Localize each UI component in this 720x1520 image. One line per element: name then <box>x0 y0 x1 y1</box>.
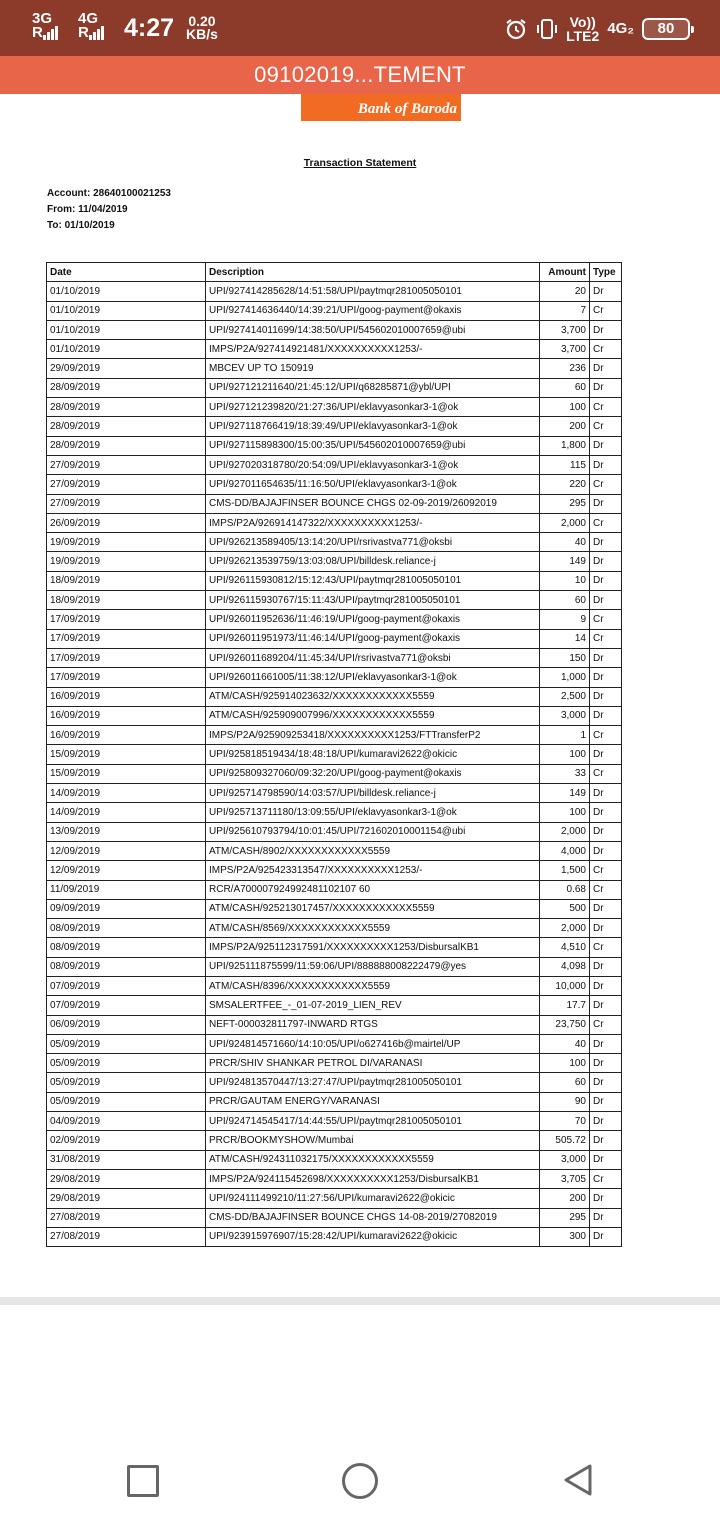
table-row <box>47 784 622 803</box>
cell-description: PRCR/SHIV SHANKAR PETROL DI/VARANASI <box>206 1054 540 1073</box>
signal-sim2 <box>78 12 105 40</box>
cell-type: Cr <box>590 880 622 899</box>
table-row <box>47 1169 622 1188</box>
cell-type: Dr <box>590 1131 622 1150</box>
table-row <box>47 282 622 301</box>
clock: 4:27 <box>124 14 175 42</box>
cell-amount: 10 <box>540 571 590 590</box>
cell-type: Dr <box>590 320 622 339</box>
cell-date: 12/09/2019 <box>47 841 206 860</box>
navigation-bar <box>0 1430 720 1520</box>
cell-amount: 100 <box>540 398 590 417</box>
cell-type: Dr <box>590 648 622 667</box>
cell-amount: 115 <box>540 455 590 474</box>
cell-description: IMPS/P2A/927414921481/XXXXXXXXXX1253/- <box>206 340 540 359</box>
table-row <box>47 726 622 745</box>
alarm-icon <box>504 17 528 41</box>
table-row <box>47 610 622 629</box>
cell-description: UPI/925714798590/14:03:57/UPI/billdesk.reliance-j <box>206 784 540 803</box>
table-row <box>47 1092 622 1111</box>
table-row <box>47 533 622 552</box>
cell-type: Cr <box>590 398 622 417</box>
cell-description: IMPS/P2A/925909253418/XXXXXXXXXX1253/FTTransferP2 <box>206 726 540 745</box>
table-row <box>47 398 622 417</box>
status-icons <box>504 14 690 44</box>
cell-description: UPI/924814571660/14:10:05/UPI/o627416b@mairtel/UP <box>206 1034 540 1053</box>
cell-type: Cr <box>590 1169 622 1188</box>
cell-type: Dr <box>590 1112 622 1131</box>
table-row <box>47 706 622 725</box>
network-type-sim2: 4G <box>78 10 99 27</box>
volte-indicator <box>566 15 599 43</box>
table-row <box>47 1054 622 1073</box>
network-speed <box>186 15 218 41</box>
table-row <box>47 591 622 610</box>
table-row <box>47 1015 622 1034</box>
cell-amount: 0.68 <box>540 880 590 899</box>
table-row <box>47 320 622 339</box>
cell-date: 31/08/2019 <box>47 1150 206 1169</box>
cell-amount: 2,000 <box>540 822 590 841</box>
cell-date: 01/10/2019 <box>47 320 206 339</box>
table-row <box>47 513 622 532</box>
cell-type: Dr <box>590 1227 622 1246</box>
cell-amount: 10,000 <box>540 976 590 995</box>
signal-sim1 <box>32 12 59 40</box>
cell-type: Dr <box>590 378 622 397</box>
column-header-date: Date <box>47 263 206 282</box>
cell-description: ATM/CASH/925914023632/XXXXXXXXXXXX5559 <box>206 687 540 706</box>
cell-amount: 3,000 <box>540 706 590 725</box>
cell-amount: 200 <box>540 417 590 436</box>
cell-type: Dr <box>590 803 622 822</box>
cell-date: 19/09/2019 <box>47 533 206 552</box>
cell-date: 19/09/2019 <box>47 552 206 571</box>
table-row <box>47 436 622 455</box>
network-speed-value: 0.20 <box>188 13 216 29</box>
cell-description: UPI/926011951973/11:46:14/UPI/goog-payment@okaxis <box>206 629 540 648</box>
cell-date: 27/09/2019 <box>47 475 206 494</box>
cell-amount: 100 <box>540 803 590 822</box>
cell-description: ATM/CASH/925909007996/XXXXXXXXXXXX5559 <box>206 706 540 725</box>
cell-date: 14/09/2019 <box>47 784 206 803</box>
cell-description: UPI/925713711180/13:09:55/UPI/eklavyasonkar3-1@ok <box>206 803 540 822</box>
page-divider <box>0 1297 720 1305</box>
table-row <box>47 687 622 706</box>
cell-type: Dr <box>590 784 622 803</box>
table-row <box>47 957 622 976</box>
cell-type: Dr <box>590 436 622 455</box>
table-row <box>47 494 622 513</box>
cell-type: Dr <box>590 996 622 1015</box>
cell-date: 28/09/2019 <box>47 398 206 417</box>
cell-amount: 150 <box>540 648 590 667</box>
cell-date: 15/09/2019 <box>47 745 206 764</box>
cell-date: 09/09/2019 <box>47 899 206 918</box>
cell-type: Dr <box>590 494 622 513</box>
cell-description: PRCR/BOOKMYSHOW/Mumbai <box>206 1131 540 1150</box>
cell-description: UPI/924813570447/13:27:47/UPI/paytmqr281005050101 <box>206 1073 540 1092</box>
transaction-table <box>46 262 622 1247</box>
cell-type: Dr <box>590 1073 622 1092</box>
cell-type: Dr <box>590 591 622 610</box>
network-4g-indicator: 4G₂ <box>607 20 634 37</box>
column-header-description: Description <box>206 263 540 282</box>
cell-date: 29/09/2019 <box>47 359 206 378</box>
table-row <box>47 899 622 918</box>
cell-type: Dr <box>590 533 622 552</box>
cell-amount: 1,800 <box>540 436 590 455</box>
cell-amount: 500 <box>540 899 590 918</box>
cell-description: NEFT-000032811797-INWARD RTGS <box>206 1015 540 1034</box>
cell-type: Cr <box>590 340 622 359</box>
cell-type: Dr <box>590 957 622 976</box>
cell-amount: 7 <box>540 301 590 320</box>
cell-type: Dr <box>590 1150 622 1169</box>
cell-description: UPI/927020318780/20:54:09/UPI/eklavyasonkar3-1@ok <box>206 455 540 474</box>
cell-amount: 23,750 <box>540 1015 590 1034</box>
cell-date: 17/09/2019 <box>47 629 206 648</box>
cell-description: MBCEV UP TO 150919 <box>206 359 540 378</box>
cell-date: 02/09/2019 <box>47 1131 206 1150</box>
table-row <box>47 822 622 841</box>
cell-date: 26/09/2019 <box>47 513 206 532</box>
cell-type: Dr <box>590 1208 622 1227</box>
volte-label: Vo)) <box>569 14 596 30</box>
table-row <box>47 1034 622 1053</box>
cell-type: Dr <box>590 359 622 378</box>
cell-type: Cr <box>590 417 622 436</box>
cell-description: ATM/CASH/924311032175/XXXXXXXXXXXX5559 <box>206 1150 540 1169</box>
cell-date: 05/09/2019 <box>47 1092 206 1111</box>
network-type-sim1: 3G <box>32 10 53 27</box>
cell-type: Dr <box>590 919 622 938</box>
table-row <box>47 1227 622 1246</box>
table-row <box>47 340 622 359</box>
cell-type: Dr <box>590 706 622 725</box>
table-row <box>47 1112 622 1131</box>
cell-amount: 3,700 <box>540 340 590 359</box>
cell-description: PRCR/GAUTAM ENERGY/VARANASI <box>206 1092 540 1111</box>
cell-amount: 236 <box>540 359 590 378</box>
cell-date: 08/09/2019 <box>47 938 206 957</box>
column-header-type: Type <box>590 263 622 282</box>
cell-date: 01/10/2019 <box>47 282 206 301</box>
recents-square-icon[interactable] <box>124 1462 160 1498</box>
cell-date: 16/09/2019 <box>47 687 206 706</box>
cell-date: 18/09/2019 <box>47 591 206 610</box>
cell-amount: 1 <box>540 726 590 745</box>
cell-type: Dr <box>590 1054 622 1073</box>
cell-type: Cr <box>590 301 622 320</box>
cell-amount: 505.72 <box>540 1131 590 1150</box>
cell-description: UPI/925111875599/11:59:06/UPI/888888008222479@yes <box>206 957 540 976</box>
cell-date: 05/09/2019 <box>47 1073 206 1092</box>
battery-icon: 80 <box>642 18 690 40</box>
cell-description: UPI/927011654635/11:16:50/UPI/eklavyasonkar3-1@ok <box>206 475 540 494</box>
cell-date: 15/09/2019 <box>47 764 206 783</box>
home-circle-icon[interactable] <box>341 1462 377 1498</box>
cell-amount: 100 <box>540 745 590 764</box>
cell-amount: 2,000 <box>540 513 590 532</box>
account-info <box>47 186 171 234</box>
cell-amount: 149 <box>540 784 590 803</box>
cell-amount: 4,000 <box>540 841 590 860</box>
table-row <box>47 668 622 687</box>
cell-amount: 200 <box>540 1189 590 1208</box>
table-row <box>47 1208 622 1227</box>
cell-amount: 300 <box>540 1227 590 1246</box>
cell-date: 12/09/2019 <box>47 861 206 880</box>
table-row <box>47 648 622 667</box>
cell-type: Dr <box>590 745 622 764</box>
cell-type: Dr <box>590 552 622 571</box>
cell-amount: 3,700 <box>540 320 590 339</box>
cell-type: Cr <box>590 610 622 629</box>
table-row <box>47 301 622 320</box>
cell-date: 13/09/2019 <box>47 822 206 841</box>
table-row <box>47 1131 622 1150</box>
cell-type: Dr <box>590 282 622 301</box>
table-row <box>47 938 622 957</box>
cell-date: 28/09/2019 <box>47 378 206 397</box>
cell-description: UPI/924714545417/14:44:55/UPI/paytmqr281005050101 <box>206 1112 540 1131</box>
cell-date: 07/09/2019 <box>47 976 206 995</box>
cell-date: 04/09/2019 <box>47 1112 206 1131</box>
cell-date: 05/09/2019 <box>47 1034 206 1053</box>
cell-description: UPI/927118766419/18:39:49/UPI/eklavyasonkar3-1@ok <box>206 417 540 436</box>
cell-date: 05/09/2019 <box>47 1054 206 1073</box>
cell-description: UPI/926011952636/11:46:19/UPI/goog-payment@okaxis <box>206 610 540 629</box>
table-row <box>47 359 622 378</box>
cell-date: 27/08/2019 <box>47 1227 206 1246</box>
cell-date: 14/09/2019 <box>47 803 206 822</box>
cell-amount: 40 <box>540 533 590 552</box>
network-speed-unit: KB/s <box>186 26 218 42</box>
cell-date: 16/09/2019 <box>47 706 206 725</box>
table-row <box>47 1073 622 1092</box>
cell-date: 17/09/2019 <box>47 668 206 687</box>
cell-date: 28/09/2019 <box>47 417 206 436</box>
cell-type: Dr <box>590 822 622 841</box>
cell-type: Dr <box>590 1189 622 1208</box>
cell-description: UPI/927115898300/15:00:35/UPI/545602010007659@ubi <box>206 436 540 455</box>
cell-amount: 295 <box>540 494 590 513</box>
cell-amount: 60 <box>540 1073 590 1092</box>
cell-description: UPI/926115930812/15:12:43/UPI/paytmqr281005050101 <box>206 571 540 590</box>
back-triangle-icon[interactable] <box>560 1462 596 1498</box>
cell-description: CMS-DD/BAJAJFINSER BOUNCE CHGS 14-08-2019/27082019 <box>206 1208 540 1227</box>
cell-date: 07/09/2019 <box>47 996 206 1015</box>
cell-date: 27/08/2019 <box>47 1208 206 1227</box>
cell-description: UPI/927121239820/21:27:36/UPI/eklavyasonkar3-1@ok <box>206 398 540 417</box>
cell-amount: 220 <box>540 475 590 494</box>
cell-amount: 1,500 <box>540 861 590 880</box>
cell-amount: 4,510 <box>540 938 590 957</box>
cell-date: 17/09/2019 <box>47 648 206 667</box>
cell-description: UPI/927121211640/21:45:12/UPI/q68285871@ybl/UPI <box>206 378 540 397</box>
cell-type: Dr <box>590 976 622 995</box>
table-header-row <box>47 263 622 282</box>
cell-type: Cr <box>590 764 622 783</box>
cell-amount: 295 <box>540 1208 590 1227</box>
cell-description: UPI/926011661005/11:38:12/UPI/eklavyasonkar3-1@ok <box>206 668 540 687</box>
cell-description: UPI/926213539759/13:03:08/UPI/billdesk.reliance-j <box>206 552 540 571</box>
cell-type: Dr <box>590 668 622 687</box>
cell-description: ATM/CASH/925213017457/XXXXXXXXXXXX5559 <box>206 899 540 918</box>
lte-label: LTE2 <box>566 28 600 44</box>
table-row <box>47 629 622 648</box>
cell-amount: 1,000 <box>540 668 590 687</box>
cell-amount: 17.7 <box>540 996 590 1015</box>
table-row <box>47 919 622 938</box>
table-row <box>47 455 622 474</box>
cell-description: IMPS/P2A/925423313547/XXXXXXXXXX1253/- <box>206 861 540 880</box>
cell-date: 18/09/2019 <box>47 571 206 590</box>
table-row <box>47 880 622 899</box>
table-row <box>47 996 622 1015</box>
status-bar <box>0 0 720 56</box>
table-row <box>47 417 622 436</box>
table-row <box>47 1189 622 1208</box>
cell-date: 06/09/2019 <box>47 1015 206 1034</box>
table-row <box>47 764 622 783</box>
cell-amount: 20 <box>540 282 590 301</box>
column-header-amount: Amount <box>540 263 590 282</box>
cell-amount: 14 <box>540 629 590 648</box>
cell-type: Dr <box>590 455 622 474</box>
cell-description: ATM/CASH/8396/XXXXXXXXXXXX5559 <box>206 976 540 995</box>
cell-description: IMPS/P2A/926914147322/XXXXXXXXXX1253/- <box>206 513 540 532</box>
cell-date: 17/09/2019 <box>47 610 206 629</box>
cell-type: Cr <box>590 513 622 532</box>
cell-amount: 100 <box>540 1054 590 1073</box>
bank-logo: Bank of Baroda <box>301 94 461 121</box>
cell-description: UPI/924111499210/11:27:56/UPI/kumaravi2622@okicic <box>206 1189 540 1208</box>
cell-date: 29/08/2019 <box>47 1169 206 1188</box>
cell-description: UPI/926011689204/11:45:34/UPI/rsrivastva771@oksbi <box>206 648 540 667</box>
table-row <box>47 571 622 590</box>
cell-type: Dr <box>590 899 622 918</box>
cell-amount: 4,098 <box>540 957 590 976</box>
cell-type: Dr <box>590 841 622 860</box>
cell-type: Cr <box>590 861 622 880</box>
account-number: Account: 28640100021253 <box>47 188 171 199</box>
cell-description: CMS-DD/BAJAJFINSER BOUNCE CHGS 02-09-2019/26092019 <box>206 494 540 513</box>
table-row <box>47 745 622 764</box>
cell-type: Cr <box>590 475 622 494</box>
cell-description: RCR/A700007924992481102107 60 <box>206 880 540 899</box>
cell-description: UPI/925818519434/18:48:18/UPI/kumaravi2622@okicic <box>206 745 540 764</box>
cell-description: UPI/925610793794/10:01:45/UPI/721602010001154@ubi <box>206 822 540 841</box>
cell-description: UPI/925809327060/09:32:20/UPI/goog-payment@okaxis <box>206 764 540 783</box>
cell-type: Cr <box>590 629 622 648</box>
cell-date: 27/09/2019 <box>47 494 206 513</box>
cell-date: 08/09/2019 <box>47 919 206 938</box>
cell-date: 27/09/2019 <box>47 455 206 474</box>
cell-date: 01/10/2019 <box>47 340 206 359</box>
table-row <box>47 976 622 995</box>
cell-date: 28/09/2019 <box>47 436 206 455</box>
cell-amount: 3,705 <box>540 1169 590 1188</box>
cell-date: 01/10/2019 <box>47 301 206 320</box>
cell-description: UPI/926213589405/13:14:20/UPI/rsrivastva771@oksbi <box>206 533 540 552</box>
signal-bars-icon: R <box>78 24 105 41</box>
cell-date: 29/08/2019 <box>47 1189 206 1208</box>
cell-type: Dr <box>590 571 622 590</box>
cell-amount: 33 <box>540 764 590 783</box>
table-row <box>47 841 622 860</box>
cell-amount: 40 <box>540 1034 590 1053</box>
cell-amount: 90 <box>540 1092 590 1111</box>
date-from: From: 11/04/2019 <box>47 204 128 215</box>
cell-amount: 9 <box>540 610 590 629</box>
cell-type: Dr <box>590 687 622 706</box>
cell-description: SMSALERTFEE_-_01-07-2019_LIEN_REV <box>206 996 540 1015</box>
cell-description: ATM/CASH/8902/XXXXXXXXXXXX5559 <box>206 841 540 860</box>
cell-description: UPI/926115930767/15:11:43/UPI/paytmqr281005050101 <box>206 591 540 610</box>
cell-date: 11/09/2019 <box>47 880 206 899</box>
cell-description: UPI/927414011699/14:38:50/UPI/545602010007659@ubi <box>206 320 540 339</box>
file-title: 09102019...TEMENT <box>0 56 720 94</box>
cell-description: UPI/927414636440/14:39:21/UPI/goog-payment@okaxis <box>206 301 540 320</box>
statement-heading: Transaction Statement <box>303 157 417 169</box>
cell-description: UPI/923915976907/15:28:42/UPI/kumaravi2622@okicic <box>206 1227 540 1246</box>
cell-date: 16/09/2019 <box>47 726 206 745</box>
date-to: To: 01/10/2019 <box>47 220 115 231</box>
cell-date: 08/09/2019 <box>47 957 206 976</box>
table-row <box>47 378 622 397</box>
cell-type: Dr <box>590 1092 622 1111</box>
transaction-rows <box>47 282 622 1247</box>
cell-type: Cr <box>590 938 622 957</box>
cell-amount: 2,000 <box>540 919 590 938</box>
table-row <box>47 803 622 822</box>
cell-amount: 2,500 <box>540 687 590 706</box>
table-row <box>47 861 622 880</box>
table-row <box>47 1150 622 1169</box>
cell-type: Cr <box>590 1015 622 1034</box>
cell-amount: 3,000 <box>540 1150 590 1169</box>
cell-amount: 149 <box>540 552 590 571</box>
vibrate-icon <box>536 17 558 41</box>
cell-description: IMPS/P2A/925112317591/XXXXXXXXXX1253/DisbursalKB1 <box>206 938 540 957</box>
cell-description: IMPS/P2A/924115452698/XXXXXXXXXX1253/DisbursalKB1 <box>206 1169 540 1188</box>
cell-type: Dr <box>590 1034 622 1053</box>
cell-amount: 60 <box>540 591 590 610</box>
cell-type: Cr <box>590 726 622 745</box>
cell-description: ATM/CASH/8569/XXXXXXXXXXXX5559 <box>206 919 540 938</box>
cell-description: UPI/927414285628/14:51:58/UPI/paytmqr281005050101 <box>206 282 540 301</box>
cell-amount: 60 <box>540 378 590 397</box>
signal-bars-icon: R <box>32 24 59 41</box>
cell-amount: 70 <box>540 1112 590 1131</box>
table-row <box>47 475 622 494</box>
table-row <box>47 552 622 571</box>
